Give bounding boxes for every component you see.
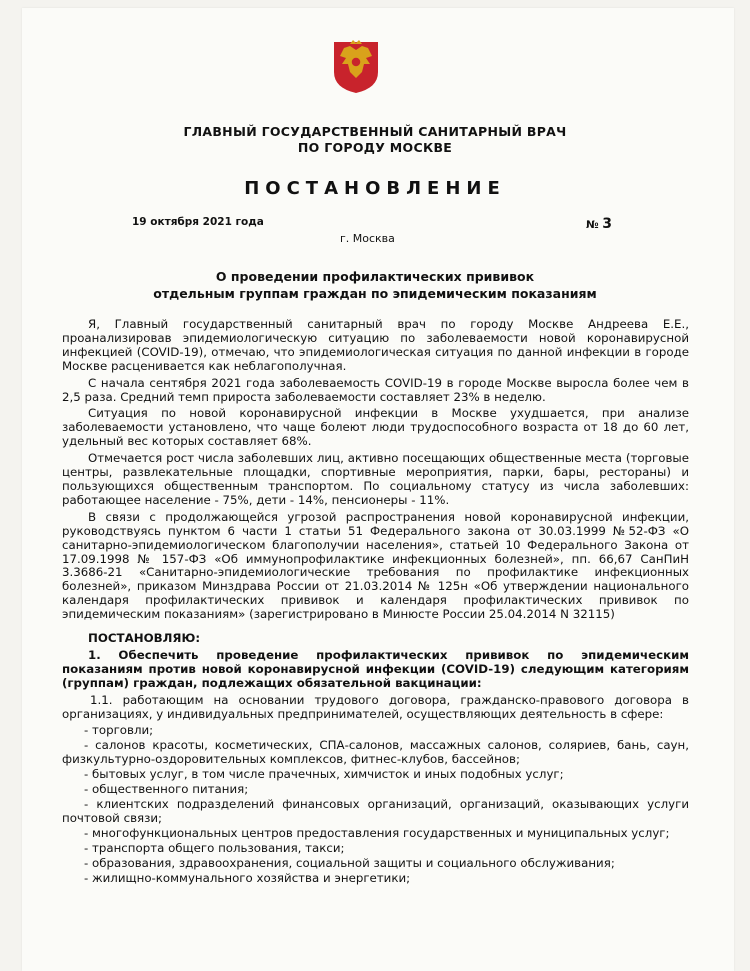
document-date: 19 октября 2021 года [132,216,264,228]
paragraph-growth: С начала сентября 2021 года заболеваемость COVID-19 в городе Москве выросла более чем в 2,5 раза. Средний темп прироста заболеваемости составляет 23% в неделю. [62,375,689,404]
coat-of-arms-icon [330,38,382,94]
list-item: - салонов красоты, косметических, СПА-салонов, массажных салонов, соляриев, бань, саун, физкультурно-оздоровительных комплексов, фитнес-клубов, бассейнов; [62,738,689,767]
authority-line-1: ГЛАВНЫЙ ГОСУДАРСТВЕННЫЙ САНИТАРНЫЙ ВРАЧ [183,124,567,139]
document-title: ПОСТАНОВЛЕНИЕ [244,178,506,199]
authority-line-2: ПО ГОРОДУ МОСКВЕ [297,140,453,155]
list-item: - многофункциональных центров предоставления государственных и муниципальных услуг; [84,825,670,840]
paragraph-situation: Ситуация по новой коронавирусной инфекции в Москве ухудшается, при анализе заболеваемости установлено, что чаще болеют люди трудоспособного возраста от 18 до 60 лет, удельный вес которых составляет 68%. [62,406,689,449]
list-item: - торговли; [84,723,154,738]
point-1: 1. Обеспечить проведение профилактических прививок по эпидемическим показаниям против новой коронавирусной инфекции (COVID-19) следующим категориям (группам) граждан, подлежащих обязательной вакцинации: [62,647,689,690]
document-body [62,318,689,886]
list-item: - образования, здравоохранения, социальной защиты и социального обслуживания; [84,855,615,870]
list-item: - жилищно-коммунального хозяйства и энергетики; [84,870,411,885]
point-1-1: 1.1. работающим на основании трудового договора, гражданско-правового договора в организациях, у индивидуальных предпринимателей, осуществляющих деятельность в сфере: [62,692,689,721]
list-item: - общественного питания; [84,782,249,797]
number-sign: № [586,219,599,231]
paragraph-intro: Я, Главный государственный санитарный врач по городу Москве Андреева Е.Е., проанализировав эпидемиологическую ситуацию по заболеваемости новой коронавирусной инфекцией (COVID-19), отмечаю, что эпидемиологическая ситуация по данной инфекции в городе Москве расценивается как неблагополучная. [62,317,689,373]
list-item: - клиентских подразделений финансовых организаций, организаций, оказывающих услуги почтовой связи; [62,797,689,825]
list-item: - бытовых услуг, в том числе прачечных, химчисток и иных подобных услуг; [84,767,564,782]
document-city: г. Москва [340,232,395,245]
subject-line-2: отдельным группам граждан по эпидемическим показаниям [153,286,597,301]
decree-heading: ПОСТАНОВЛЯЮ: [88,631,201,646]
list-item: - транспорта общего пользования, такси; [84,840,345,855]
document-subject [0,268,750,302]
subject-line-1: О проведении профилактических прививок [215,269,535,284]
paragraph-legal-basis: В связи с продолжающейся угрозой распространения новой коронавирусной инфекции, руководствуясь пунктом 6 части 1 статьи 51 Федерального закона от 30.03.1999 №52-ФЗ «О санитарно-эпидемиологическом благополучии населения», статьей 10 Федерального Закона от 17.09.1998 № 157-ФЗ «Об иммунопрофилактике инфекционных болезней», пп. 66,67 СанПиН 3.3686-21 «Санитарно-эпидемиологические требования по профилактике инфекционных болезней», приказом Минздрава России от 21.03.2014 № 125н «Об утверждении национального календаря профилактических прививок и календаря профилактических прививок по эпидемическим показаниям» (зарегистрировано в Минюсте России 25.04.2014 N 32115) [62,509,689,622]
number-value: 3 [602,216,613,232]
paragraph-rise: Отмечается рост числа заболевших лиц, активно посещающих общественные места (торговые центры, развлекательные площадки, спортивные мероприятия, парки, бары, рестораны) и пользующихся общественным транспортом. По социальному статусу из числа заболевших: работающее население - 75%, дети - 14%, пенсионеры - 11%. [62,451,689,507]
document-number [586,216,612,232]
